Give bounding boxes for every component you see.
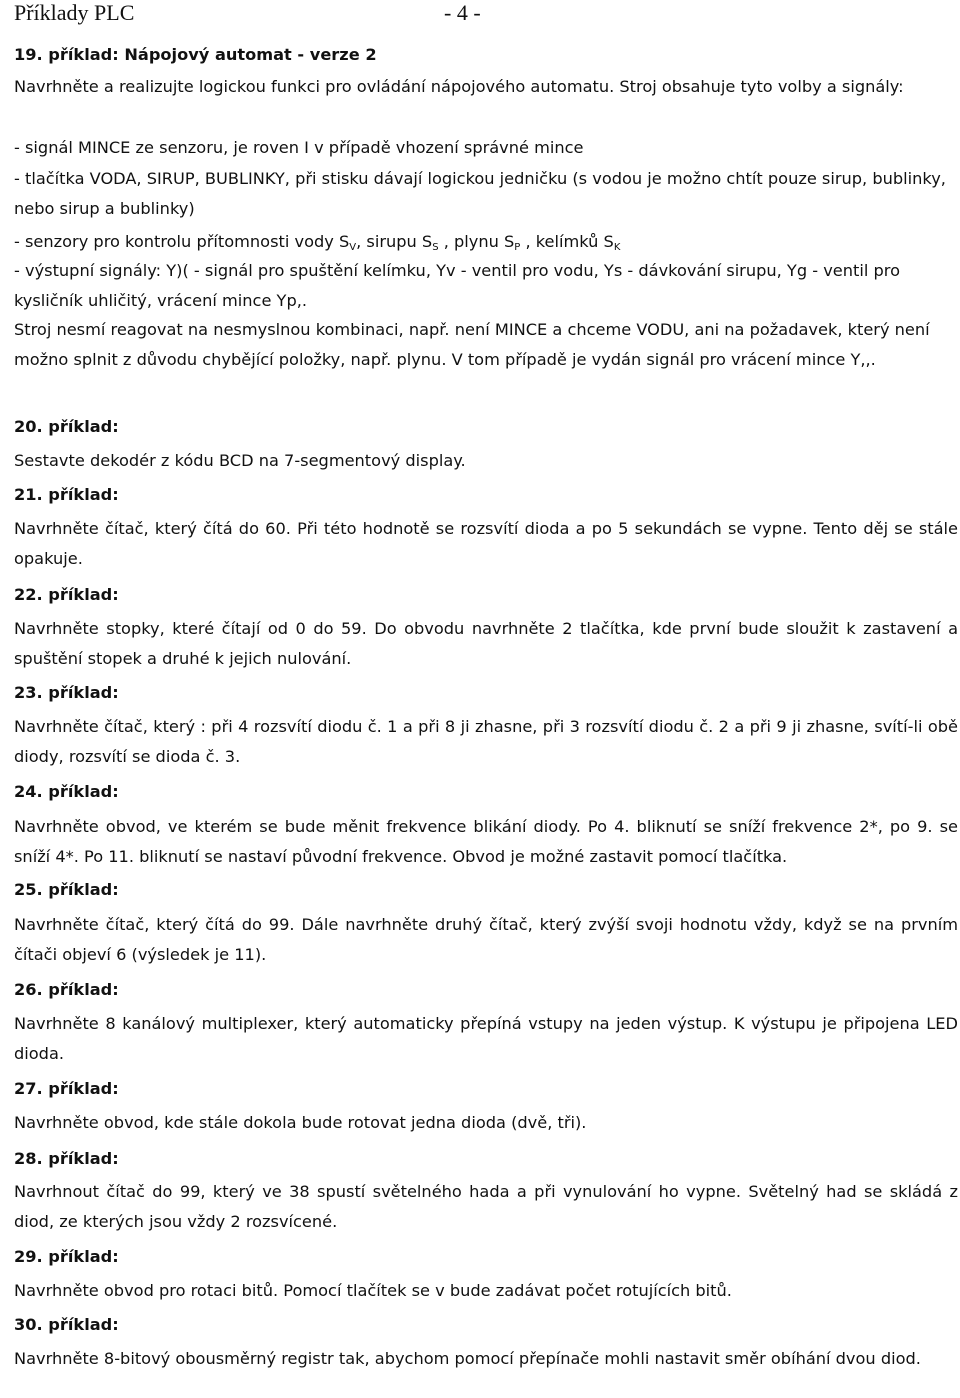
example-26-text: Navrhněte 8 kanálový multiplexer, který automaticky přepíná vstupy na jeden výstup. K výstupu je připojena LED dioda.	[14, 1014, 958, 1063]
example-26-heading: 26. příklad:	[14, 980, 119, 999]
example-19-outputs: - výstupní signály: Y)( - signál pro spuštění kelímku, Yv - ventil pro vodu, Ys - dávkování sirupu, Yg - ventil pro kysličník uhličitý, vrácení mince Yp,.	[14, 261, 900, 310]
example-19-intro: Navrhněte a realizujte logickou funkci pro ovládání nápojového automatu. Stroj obsahuje tyto volby a signály:	[14, 77, 904, 96]
example-30-heading: 30. příklad:	[14, 1315, 119, 1334]
page-number: - 4 -	[444, 0, 481, 25]
example-29-text: Navrhněte obvod pro rotaci bitů. Pomocí tlačítek se v bude zadávat počet rotujících bitů.	[14, 1281, 732, 1300]
example-19-sensors: - senzory pro kontrolu přítomnosti vody $S_V$, sirupu $S_S$ , plynu $S_P$ , kelímků $S_K$	[14, 232, 621, 253]
example-25-text: Navrhněte čítač, který čítá do 99. Dále navrhněte druhý čítač, který zvýší svoji hodnotu vždy, když se na prvním čítači objeví 6 (výsledek je 11).	[14, 915, 958, 964]
example-22-text: Navrhněte stopky, které čítají od 0 do 59. Do obvodu navrhněte 2 tlačítka, kde první bude sloužit k zastavení a spuštění stopek a druhé k jejich nulování.	[14, 619, 958, 668]
example-19-heading: 19. příklad: Nápojový automat - verze 2	[14, 45, 377, 64]
example-25-heading: 25. příklad:	[14, 880, 119, 899]
example-19-note: Stroj nesmí reagovat na nesmyslnou kombinaci, např. není MINCE a chceme VODU, ani na požadavek, který není možno splnit z důvodu chybějící položky, např. plynu. V tom případě je vydán signál pro vrácení mince Y,,.	[14, 320, 930, 369]
example-23-text: Navrhněte čítač, který : při 4 rozsvítí diodu č. 1 a při 8 ji zhasne, při 3 rozsvítí diodu č. 2 a při 9 ji zhasne, svítí-li obě diody, rozsvítí se dioda č. 3.	[14, 717, 958, 766]
example-19-signal-mince: - signál MINCE ze senzoru, je roven I v případě vhození správné mince	[14, 138, 584, 157]
example-27-text: Navrhněte obvod, kde stále dokola bude rotovat jedna dioda (dvě, tři).	[14, 1113, 587, 1132]
example-29-heading: 29. příklad:	[14, 1247, 119, 1266]
example-24-heading: 24. příklad:	[14, 782, 119, 801]
page-header	[14, 0, 958, 30]
example-20-heading: 20. příklad:	[14, 417, 119, 436]
example-19-buttons: - tlačítka VODA, SIRUP, BUBLINKY, při stisku dávají logickou jedničku (s vodou je možno chtít pouze sirup, bublinky, nebo sirup a bublinky)	[14, 169, 946, 218]
example-23-heading: 23. příklad:	[14, 683, 119, 702]
example-30-text: Navrhněte 8-bitový obousměrný registr tak, abychom pomocí přepínače mohli nastavit směr obíhání dvou diod.	[14, 1349, 921, 1368]
example-24-text: Navrhněte obvod, ve kterém se bude měnit frekvence blikání diody. Po 4. bliknutí se sníží frekvence 2*, po 9. se sníží 4*. Po 11. bliknutí se nastaví původní frekvence. Obvod je možné zastavit pomocí tlačítka.	[14, 817, 958, 866]
header-title: Příklady PLC	[14, 0, 135, 25]
example-28-text: Navrhnout čítač do 99, který ve 38 spustí světelného hada a při vynulování ho vypne. Světelný had se skládá z diod, ze kterých jsou vždy 2 rozsvícené.	[14, 1182, 958, 1231]
example-20-text: Sestavte dekodér z kódu BCD na 7-segmentový display.	[14, 451, 466, 470]
example-21-heading: 21. příklad:	[14, 485, 119, 504]
example-22-heading: 22. příklad:	[14, 585, 119, 604]
example-21-text: Navrhněte čítač, který čítá do 60. Při této hodnotě se rozsvítí dioda a po 5 sekundách se vypne. Tento děj se stále opakuje.	[14, 519, 958, 568]
example-27-heading: 27. příklad:	[14, 1079, 119, 1098]
example-28-heading: 28. příklad:	[14, 1149, 119, 1168]
